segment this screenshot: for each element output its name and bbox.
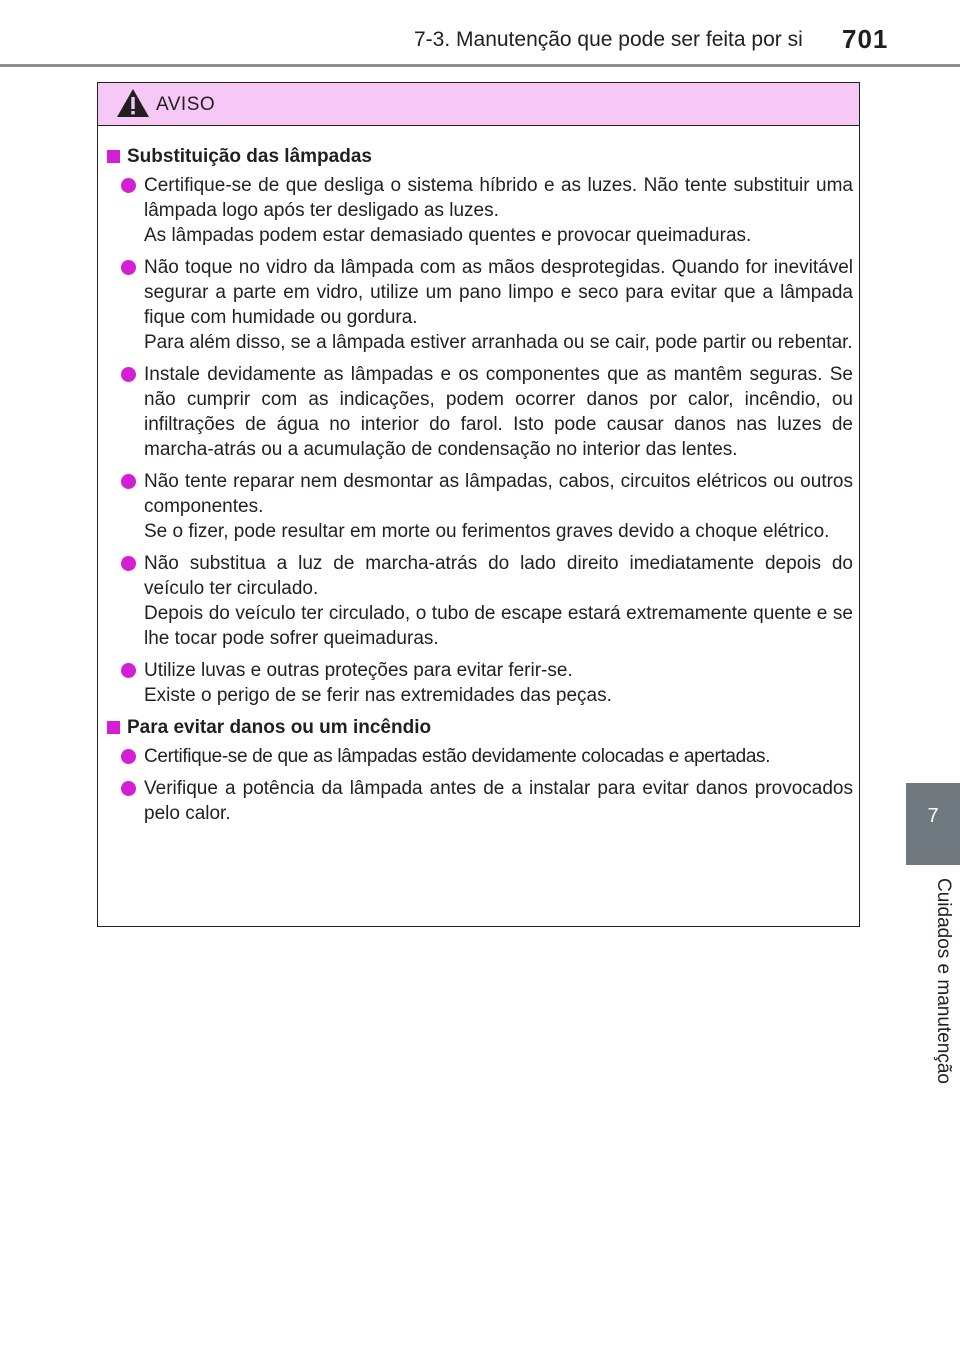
circle-bullet-icon <box>121 749 136 764</box>
warning-triangle-icon <box>116 87 150 119</box>
section-title-bulb-replacement: Substituição das lâmpadas <box>104 144 853 169</box>
item-text: Instale devidamente as lâmpadas e os componentes que as mantêm seguras. Se não cumprir com as indicações, podem ocorrer danos por calor, incêndio, ou infiltrações de água no interior do farol. Isto pode causar danos nas luzes de marcha-atrás ou a acumulação de condensação no interior das lentes. <box>144 364 853 460</box>
circle-bullet-icon <box>121 556 136 571</box>
list-item <box>104 173 853 248</box>
warning-box <box>97 82 860 927</box>
list-item <box>104 776 853 826</box>
item-text: Para além disso, se a lâmpada estiver arranhada ou se cair, pode partir ou rebentar. <box>144 332 853 353</box>
item-text: Certifique-se de que as lâmpadas estão devidamente colocadas e apertadas. <box>144 746 771 767</box>
circle-bullet-icon <box>121 663 136 678</box>
item-text: Não toque no vidro da lâmpada com as mãos desprotegidas. Quando for inevitável segurar a parte em vidro, utilize um pano limpo e seco para evitar que a lâmpada fique com humidade ou gordura. <box>144 257 853 328</box>
page-header <box>0 0 960 64</box>
list-item <box>104 362 853 462</box>
warning-body <box>98 126 859 826</box>
item-text: Existe o perigo de se ferir nas extremidades das peças. <box>144 685 612 706</box>
circle-bullet-icon <box>121 367 136 382</box>
item-text: Se o fizer, pode resultar em morte ou ferimentos graves devido a choque elétrico. <box>144 521 830 542</box>
item-text: Não substitua a luz de marcha-atrás do lado direito imediatamente depois do veículo ter circulado. <box>144 553 853 599</box>
warning-header <box>98 83 859 126</box>
list-item <box>104 658 853 708</box>
circle-bullet-icon <box>121 781 136 796</box>
item-text: Depois do veículo ter circulado, o tubo de escape estará extremamente quente e se lhe tocar pode sofrer queimaduras. <box>144 603 853 649</box>
square-bullet-icon <box>107 721 120 734</box>
chapter-tab[interactable] <box>906 783 960 865</box>
circle-bullet-icon <box>121 260 136 275</box>
chapter-title: Cuidados e manutenção <box>933 878 954 1084</box>
circle-bullet-icon <box>121 474 136 489</box>
item-text: As lâmpadas podem estar demasiado quentes e provocar queimaduras. <box>144 225 752 246</box>
item-text: Não tente reparar nem desmontar as lâmpadas, cabos, circuitos elétricos ou outros componentes. <box>144 471 853 517</box>
list-item <box>104 744 853 769</box>
item-text: Utilize luvas e outras proteções para evitar ferir-se. <box>144 660 573 681</box>
header-divider <box>0 64 960 67</box>
list-item <box>104 551 853 651</box>
section-header-title: 7-3. Manutenção que pode ser feita por si <box>414 28 803 51</box>
item-text: Certifique-se de que desliga o sistema híbrido e as luzes. Não tente substituir uma lâmpada logo após ter desligado as luzes. <box>144 175 853 221</box>
section-title-avoid-damage: Para evitar danos ou um incêndio <box>104 715 853 740</box>
page-number: 701 <box>842 24 889 54</box>
list-item <box>104 255 853 355</box>
square-bullet-icon <box>107 150 120 163</box>
warning-label: AVISO <box>156 94 216 115</box>
circle-bullet-icon <box>121 178 136 193</box>
item-text: Verifique a potência da lâmpada antes de a instalar para evitar danos provocados pelo calor. <box>144 778 853 824</box>
list-item <box>104 469 853 544</box>
chapter-number: 7 <box>927 805 939 827</box>
